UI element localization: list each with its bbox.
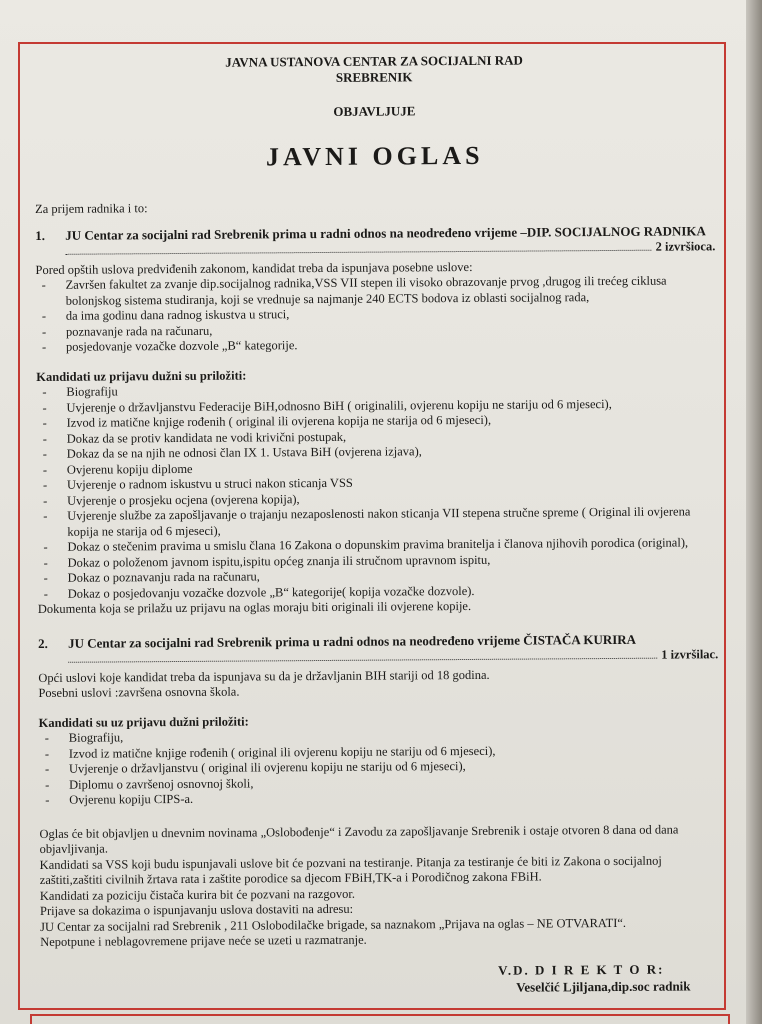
- closing-text: [39, 822, 720, 951]
- section-1-docs-note: Dokumenta koja se prilažu uz prijavu na oglas moraju biti originali ili ovjerene kopije.: [37, 598, 472, 616]
- list-item: - Uvjerenje službe za zapošljavanje o trajanju nezaposlenosti nakon sticanja VII stepena stručne spreme ( Original ili ovjerena kopija ne starija od 6 mjeseci),: [37, 504, 717, 540]
- next-ad-border: [30, 1014, 730, 1024]
- list-item: - Dokaz da se protiv kandidata ne vodi krivični postupak,: [37, 427, 717, 447]
- list-item: - Biografiju,: [39, 726, 719, 746]
- list-item: - poznavanje rada na računaru,: [36, 320, 716, 340]
- list-item: - Diplomu o završenoj osnovnoj školi,: [39, 773, 719, 793]
- dotted-leader: [65, 248, 651, 254]
- section-2-docs-heading: Kandidati su uz prijavu dužni priložiti:: [38, 714, 249, 730]
- list-item: - Biografiju: [36, 380, 716, 400]
- list-item: - posjedovanje vozačke dozvole „B“ kategorije.: [36, 335, 716, 355]
- page-title: JAVNI OGLAS: [265, 140, 484, 172]
- signature-title: V.D. D I R E K T O R:: [498, 961, 665, 978]
- list-item: - Uvjerenje o radnom iskustvu u struci nakon sticanja VSS: [37, 473, 717, 493]
- section-1-count: 2 izvršioca.: [655, 238, 716, 254]
- closing-paragraph: Kandidati sa VSS koji budu ispunjavali uslove bit će pozvani na testiranje. Pitanja za testiranje će biti iz Zakona o socijalnoj zaštiti,zaštiti civilnih žrtava rata i zaštite porodice sa djecom FBiH,TK-a i Porodičnog zakona FBiH.: [39, 853, 662, 887]
- section-1-conditions-list: [36, 273, 717, 355]
- list-item: - Dokaz da se na njih ne odnosi član IX 1. Ustava BiH (ovjerena izjava),: [37, 442, 717, 462]
- list-item: - Ovjerenu kopiju diplome: [37, 458, 717, 478]
- section-1-docs-heading: Kandidati uz prijavu dužni su priložiti:: [36, 368, 247, 384]
- list-item: - Uvjerenje o prosjeku ocjena (ovjerena kopija),: [37, 489, 717, 509]
- closing-paragraph: Nepotpune i neblagovremene prijave neće se uzeti u razmatranje.: [40, 932, 367, 949]
- institution-name: [34, 51, 714, 88]
- signature-block: [40, 960, 720, 999]
- list-item: - Dokaz o poznavanju rada na računaru,: [38, 566, 718, 586]
- section-1-number: 1.: [35, 227, 46, 243]
- list-item: - Završen fakultet za zvanje dip.socijalnog radnika,VSS VII stepen ili visoko obrazovanje prvog ,drugog ili trećeg ciklusa bolonjskog sistema studiranja, koji se vrednuje sa najmanje 240 ECTS bodova iz oblasti socijalnog rada,: [36, 273, 716, 309]
- closing-paragraph: Prijave sa dokazima o ispunjavanju uslova dostaviti na adresu:: [39, 901, 354, 918]
- institution-line-2: SREBRENIK: [335, 69, 413, 85]
- section-2-special-conditions: Posebni uslovi :završena osnovna škola.: [38, 684, 240, 700]
- list-item: - Dokaz o stečenim pravima u smislu člana 16 Zakona o dopunskim pravima branitelja i članova njihovih porodica (original),: [37, 535, 717, 555]
- list-item: - Izvod iz matične knjige rođenih ( original ili ovjerena kopija ne starija od 6 mjeseci),: [37, 411, 717, 431]
- list-item: - da ima godinu dana radnog iskustva u struci,: [36, 304, 716, 324]
- list-item: - Uvjerenje o državljanstvu ( original ili ovjerenu kopiju ne stariju od 6 mjeseci),: [39, 757, 719, 777]
- section-1-heading-text: JU Centar za socijalni rad Srebrenik prima u radni odnos na neodređeno vrijeme –DIP. SOCIJALNOG RADNIKA: [65, 222, 706, 243]
- section-2-number: 2.: [38, 635, 48, 651]
- list-item: - Uvjerenje o državljanstvu Federacije BiH,odnosno BiH ( originalili, ovjerenu kopiju ne stariju od 6 mjeseci),: [36, 396, 716, 416]
- closing-paragraph: Kandidati za poziciju čistača kurira bit će pozvani na razgovor.: [39, 886, 356, 903]
- closing-paragraph: JU Centar za socijalni rad Srebrenik , 211 Oslobodilačke brigade, sa naznakom „Prijava na oglas – NE OTVARATI“.: [40, 915, 627, 934]
- announces-label: OBJAVLJUJE: [333, 103, 416, 119]
- page-edge: [746, 0, 762, 1024]
- list-item: - Izvod iz matične knjige rođenih ( original ili ovjerenu kopiju ne stariju od 6 mjeseci),: [39, 742, 719, 762]
- dotted-leader: [68, 656, 657, 662]
- list-item: - Ovjerenu kopiju CIPS-a.: [39, 788, 719, 808]
- institution-line-1: JAVNA USTANOVA CENTAR ZA SOCIJALNI RAD: [225, 52, 523, 70]
- section-2-heading-text: JU Centar za socijalni rad Srebrenik prima u radni odnos na neodređeno vrijeme ČISTAČA KURIRA: [68, 631, 637, 651]
- closing-paragraph: Oglas će bit objavljen u dnevnim novinama „Oslobođenje“ i Zavodu za zapošljavanje Srebrenik i ostaje otvoren 8 dana od dana objavljivanja.: [39, 822, 679, 856]
- list-item: - Dokaz o položenom javnom ispitu,ispitu općeg znanja ili stručnom upravnom ispitu,: [37, 551, 717, 571]
- section-2-docs-list: [39, 726, 720, 808]
- section-2-general-conditions: Opći uslovi koje kandidat treba da ispunjava su da je državljanin BIH stariji od 18 godina.: [38, 667, 490, 685]
- public-announcement: [34, 51, 721, 998]
- signature-name: Veselčić Ljiljana,dip.soc radnik: [516, 977, 691, 995]
- section-1-docs-list: [36, 380, 717, 602]
- list-item: - Dokaz o posjedovanju vozačke dozvole „B“ kategorije( kopija vozačke dozvole).: [38, 582, 718, 602]
- intro-text: Za prijem radnika i to:: [35, 201, 148, 216]
- section-2-count: 1 izvršilac.: [661, 646, 719, 662]
- section-1-conditions-intro: Pored opštih uslova predviđenih zakonom, kandidat treba da ispunjava posebne uslove:: [35, 259, 473, 277]
